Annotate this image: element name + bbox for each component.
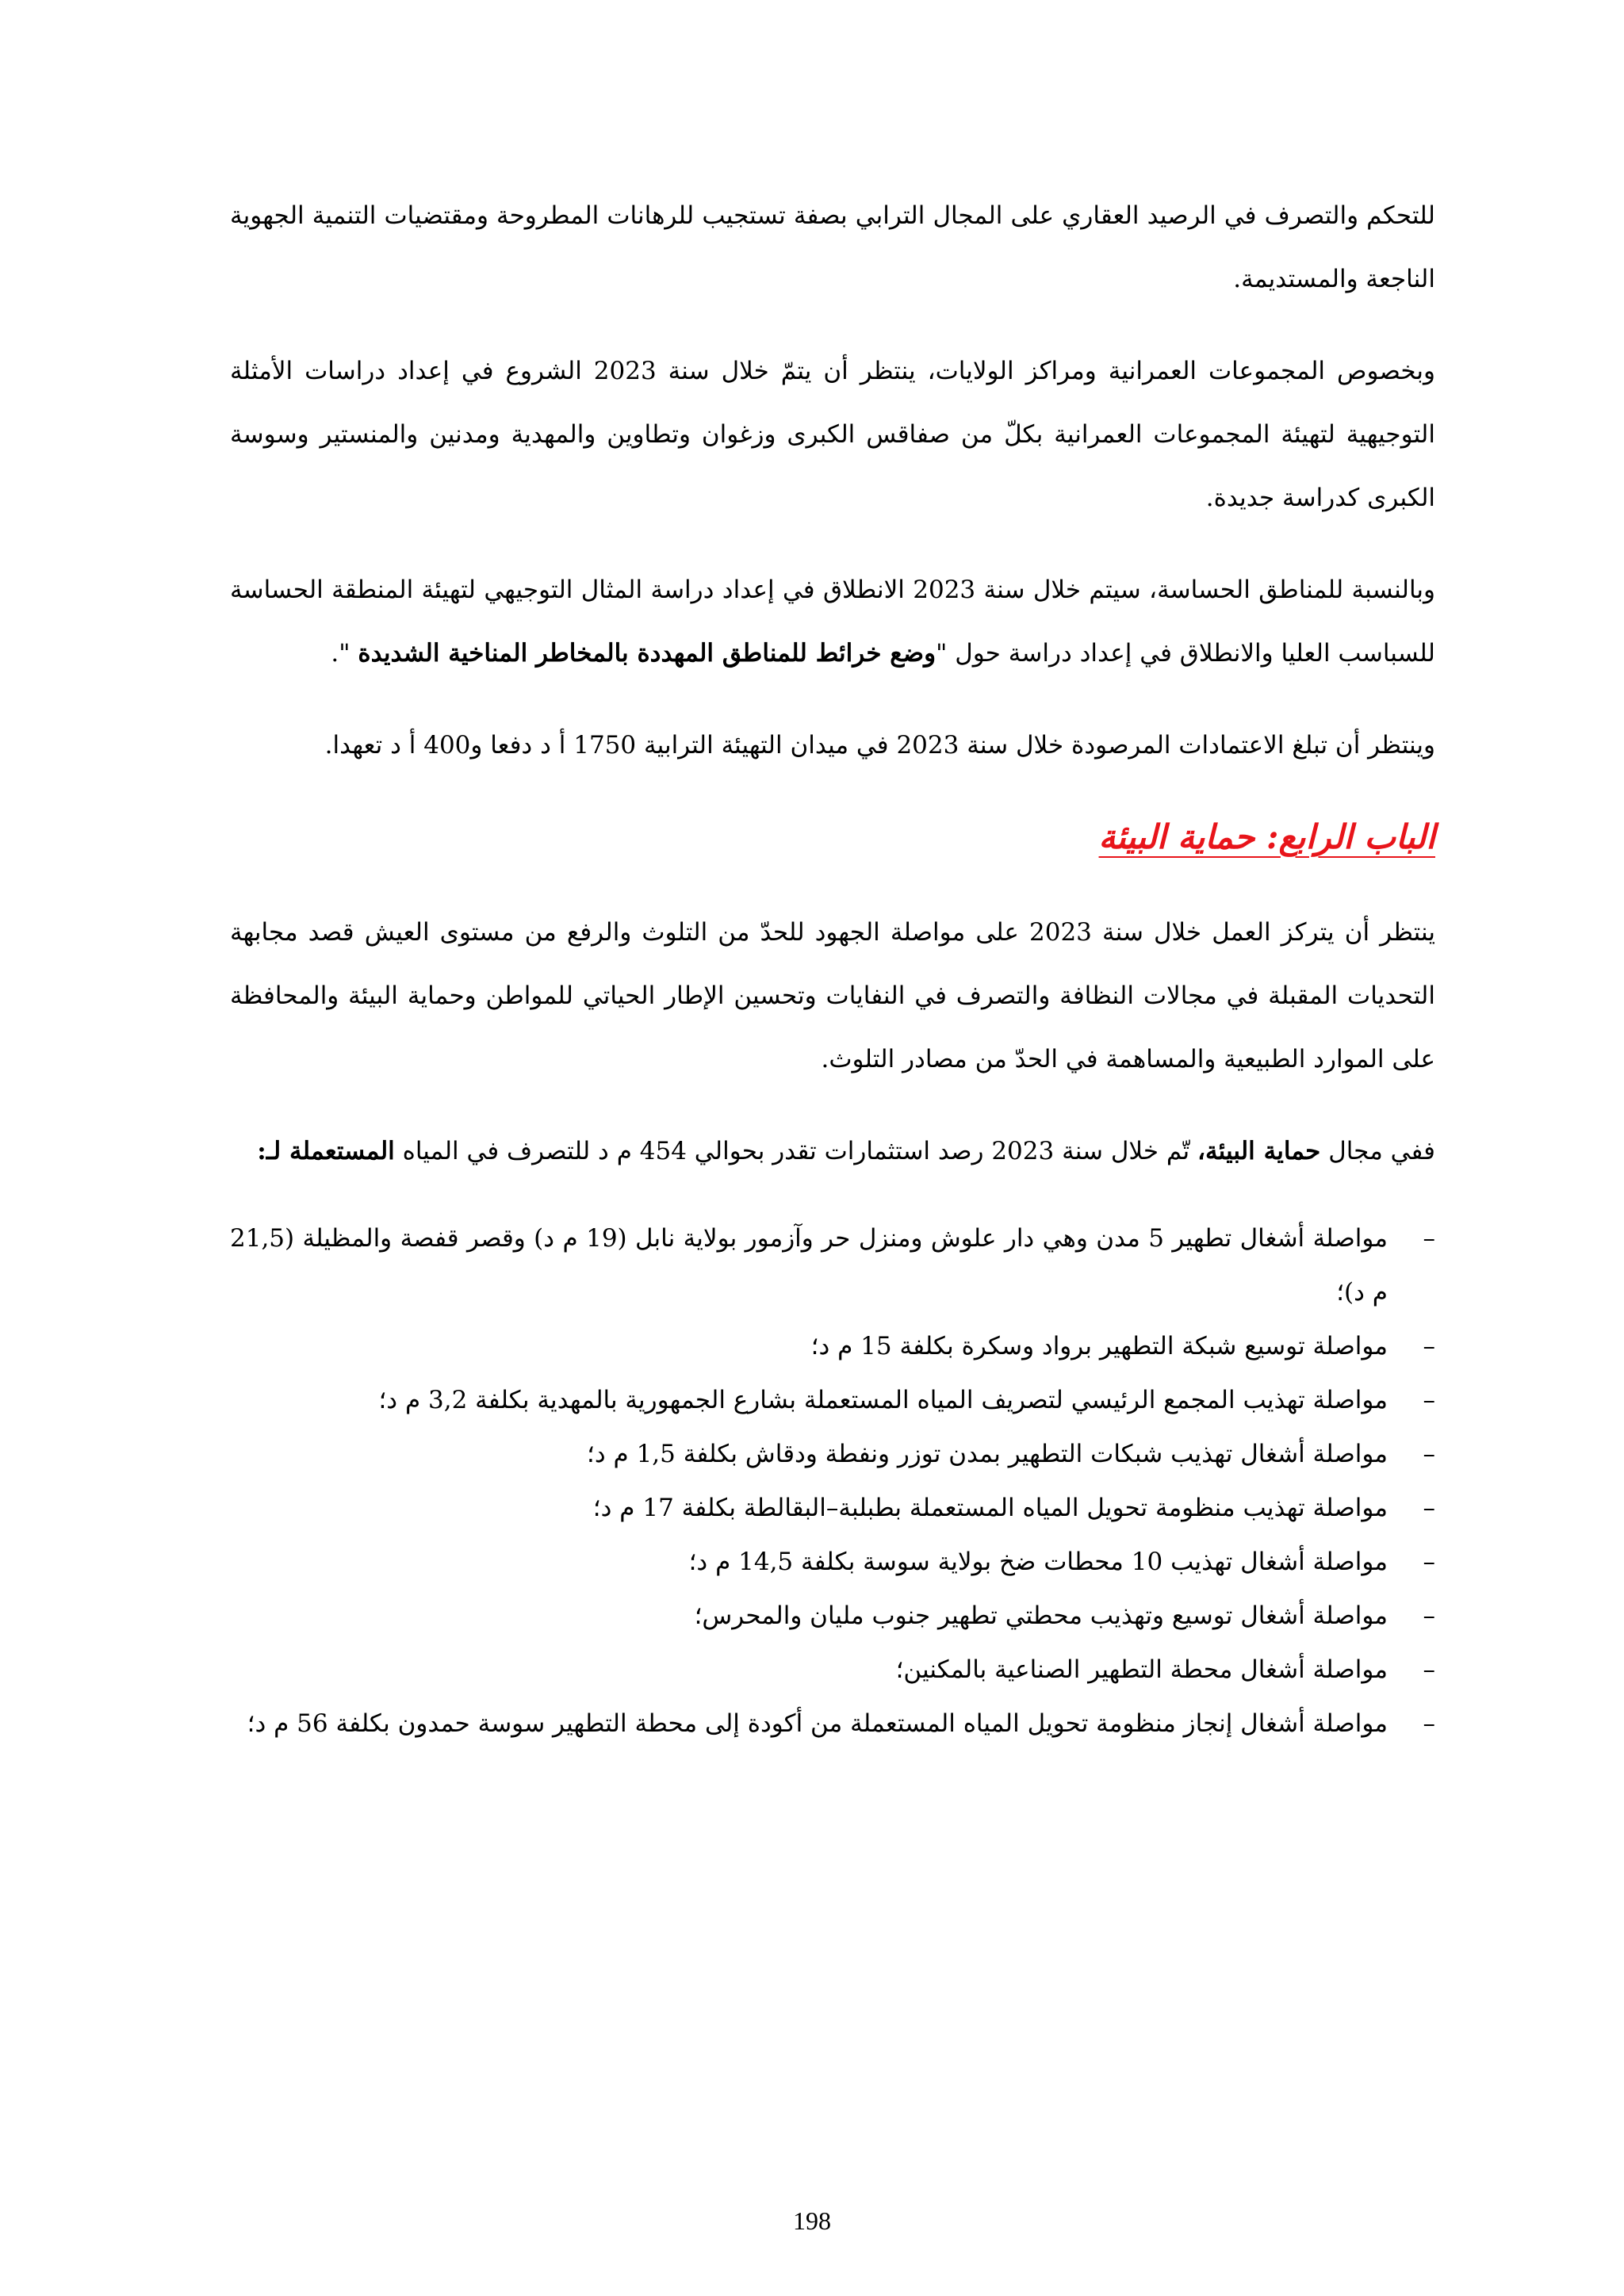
dash-bullet: – xyxy=(1423,1440,1435,1468)
list-item xyxy=(230,1535,1435,1589)
list-item-text: مواصلة أشغال تهذيب شبكات التطهير بمدن توزر ونفطة ودقاش بكلفة 1,5 م د؛ xyxy=(587,1440,1388,1468)
paragraph-environment-investments xyxy=(230,1119,1435,1183)
list-item-text: مواصلة أشغال تطهير 5 مدن وهي دار علوش ومنزل حر وآزمور بولاية نابل (19 م د) وقصر قفصة والمظيلة (21,5 م د)؛ xyxy=(230,1224,1388,1307)
dash-bullet: – xyxy=(1423,1332,1435,1360)
dash-bullet: – xyxy=(1423,1655,1435,1684)
bold-used-water: المستعملة لـ: xyxy=(257,1137,395,1165)
bold-study-title: وضع خرائط للمناطق المهددة بالمخاطر المناخية الشديدة xyxy=(358,639,936,668)
list-item-text: مواصلة أشغال محطة التطهير الصناعية بالمكنين؛ xyxy=(895,1655,1388,1684)
bold-environment-protection: حماية البيئة، xyxy=(1197,1137,1321,1165)
paragraph-text: وينتظر أن تبلغ الاعتمادات المرصودة خلال سنة 2023 في ميدان التهيئة الترابية 1750 أ د دفعا و400 أ د تعهدا. xyxy=(324,731,1435,760)
list-item-text: مواصلة توسيع شبكة التطهير برواد وسكرة بكلفة 15 م د؛ xyxy=(810,1332,1388,1360)
dash-bullet: – xyxy=(1423,1494,1435,1522)
list-item-text: مواصلة أشغال تهذيب 10 محطات ضخ بولاية سوسة بكلفة 14,5 م د؛ xyxy=(688,1548,1388,1576)
projects-list xyxy=(230,1211,1435,1751)
paragraph-text: ينتظر أن يتركز العمل خلال سنة 2023 على مواصلة الجهود للحدّ من التلوث والرفع من مستوى العيش قصد مجابهة التحديات المقبلة في مجالات النظافة والتصرف في النفايات وتحسين الإطار الحياتي للمواطن وحماية البيئة والمحافظة على الموارد الطبيعية والمساهمة في الحدّ من مصادر التلوث. xyxy=(230,918,1435,1073)
dash-bullet: – xyxy=(1423,1709,1435,1738)
list-item xyxy=(230,1643,1435,1697)
list-item xyxy=(230,1427,1435,1481)
paragraph-text: وبخصوص المجموعات العمرانية ومراكز الولايات، ينتظر أن يتمّ خلال سنة 2023 الشروع في إعداد دراسات الأمثلة التوجيهية لتهيئة المجموعات العمرانية بكلّ من صفاقس الكبرى وزغوان وتطاوين والمهدية ومدنين والمنستير وسوسة الكبرى كدراسة جديدة. xyxy=(230,357,1436,512)
paragraph-text: ففي مجال xyxy=(1320,1137,1435,1165)
list-item xyxy=(230,1211,1435,1319)
list-item xyxy=(230,1481,1435,1535)
paragraph-spatial-land-reserve xyxy=(230,184,1435,311)
document-page xyxy=(230,184,1435,1751)
section-heading: الباب الرابع: حماية البيئة xyxy=(1098,817,1435,856)
paragraph-text: للتحكم والتصرف في الرصيد العقاري على المجال الترابي بصفة تستجيب للرهانات المطروحة ومقتضيات التنمية الجهوية الناجعة والمستديمة. xyxy=(230,201,1435,293)
dash-bullet: – xyxy=(1423,1386,1435,1414)
list-item-text: مواصلة أشغال إنجاز منظومة تحويل المياه المستعملة من أكودة إلى محطة التطهير سوسة حمدون بكلفة 56 م د؛ xyxy=(247,1709,1388,1738)
list-item xyxy=(230,1373,1435,1427)
paragraph-text-middle: تّم خلال سنة 2023 رصد استثمارات تقدر بحوالي 454 م د للتصرف في المياه xyxy=(394,1137,1198,1165)
dash-bullet: – xyxy=(1423,1548,1435,1576)
dash-bullet: – xyxy=(1423,1601,1435,1630)
list-item-text: مواصلة تهذيب المجمع الرئيسي لتصريف المياه المستعملة بشارع الجمهورية بالمهدية بكلفة 3,2 م د؛ xyxy=(378,1386,1388,1414)
dash-bullet: – xyxy=(1423,1224,1435,1253)
paragraph-budget-allocations xyxy=(230,714,1435,777)
paragraph-environment-goals xyxy=(230,901,1435,1091)
list-item xyxy=(230,1697,1435,1751)
paragraph-text-end: ". xyxy=(331,639,358,668)
list-item xyxy=(230,1589,1435,1643)
paragraph-sensitive-areas xyxy=(230,558,1435,685)
list-item-text: مواصلة تهذيب منظومة تحويل المياه المستعملة بطبلبة–البقالطة بكلفة 17 م د؛ xyxy=(592,1494,1388,1522)
list-item xyxy=(230,1319,1435,1373)
paragraph-text: وبالنسبة للمناطق الحساسة، سيتم خلال سنة 2023 الانطلاق في إعداد دراسة المثال التوجيهي لتهيئة المنطقة الحساسة للسباسب العليا والانطلاق في إعداد دراسة حول " xyxy=(230,576,1435,668)
page-number: 198 xyxy=(793,2206,831,2235)
list-item-text: مواصلة أشغال توسيع وتهذيب محطتي تطهير جنوب مليان والمحرس؛ xyxy=(694,1601,1388,1630)
paragraph-urban-groups xyxy=(230,339,1435,530)
